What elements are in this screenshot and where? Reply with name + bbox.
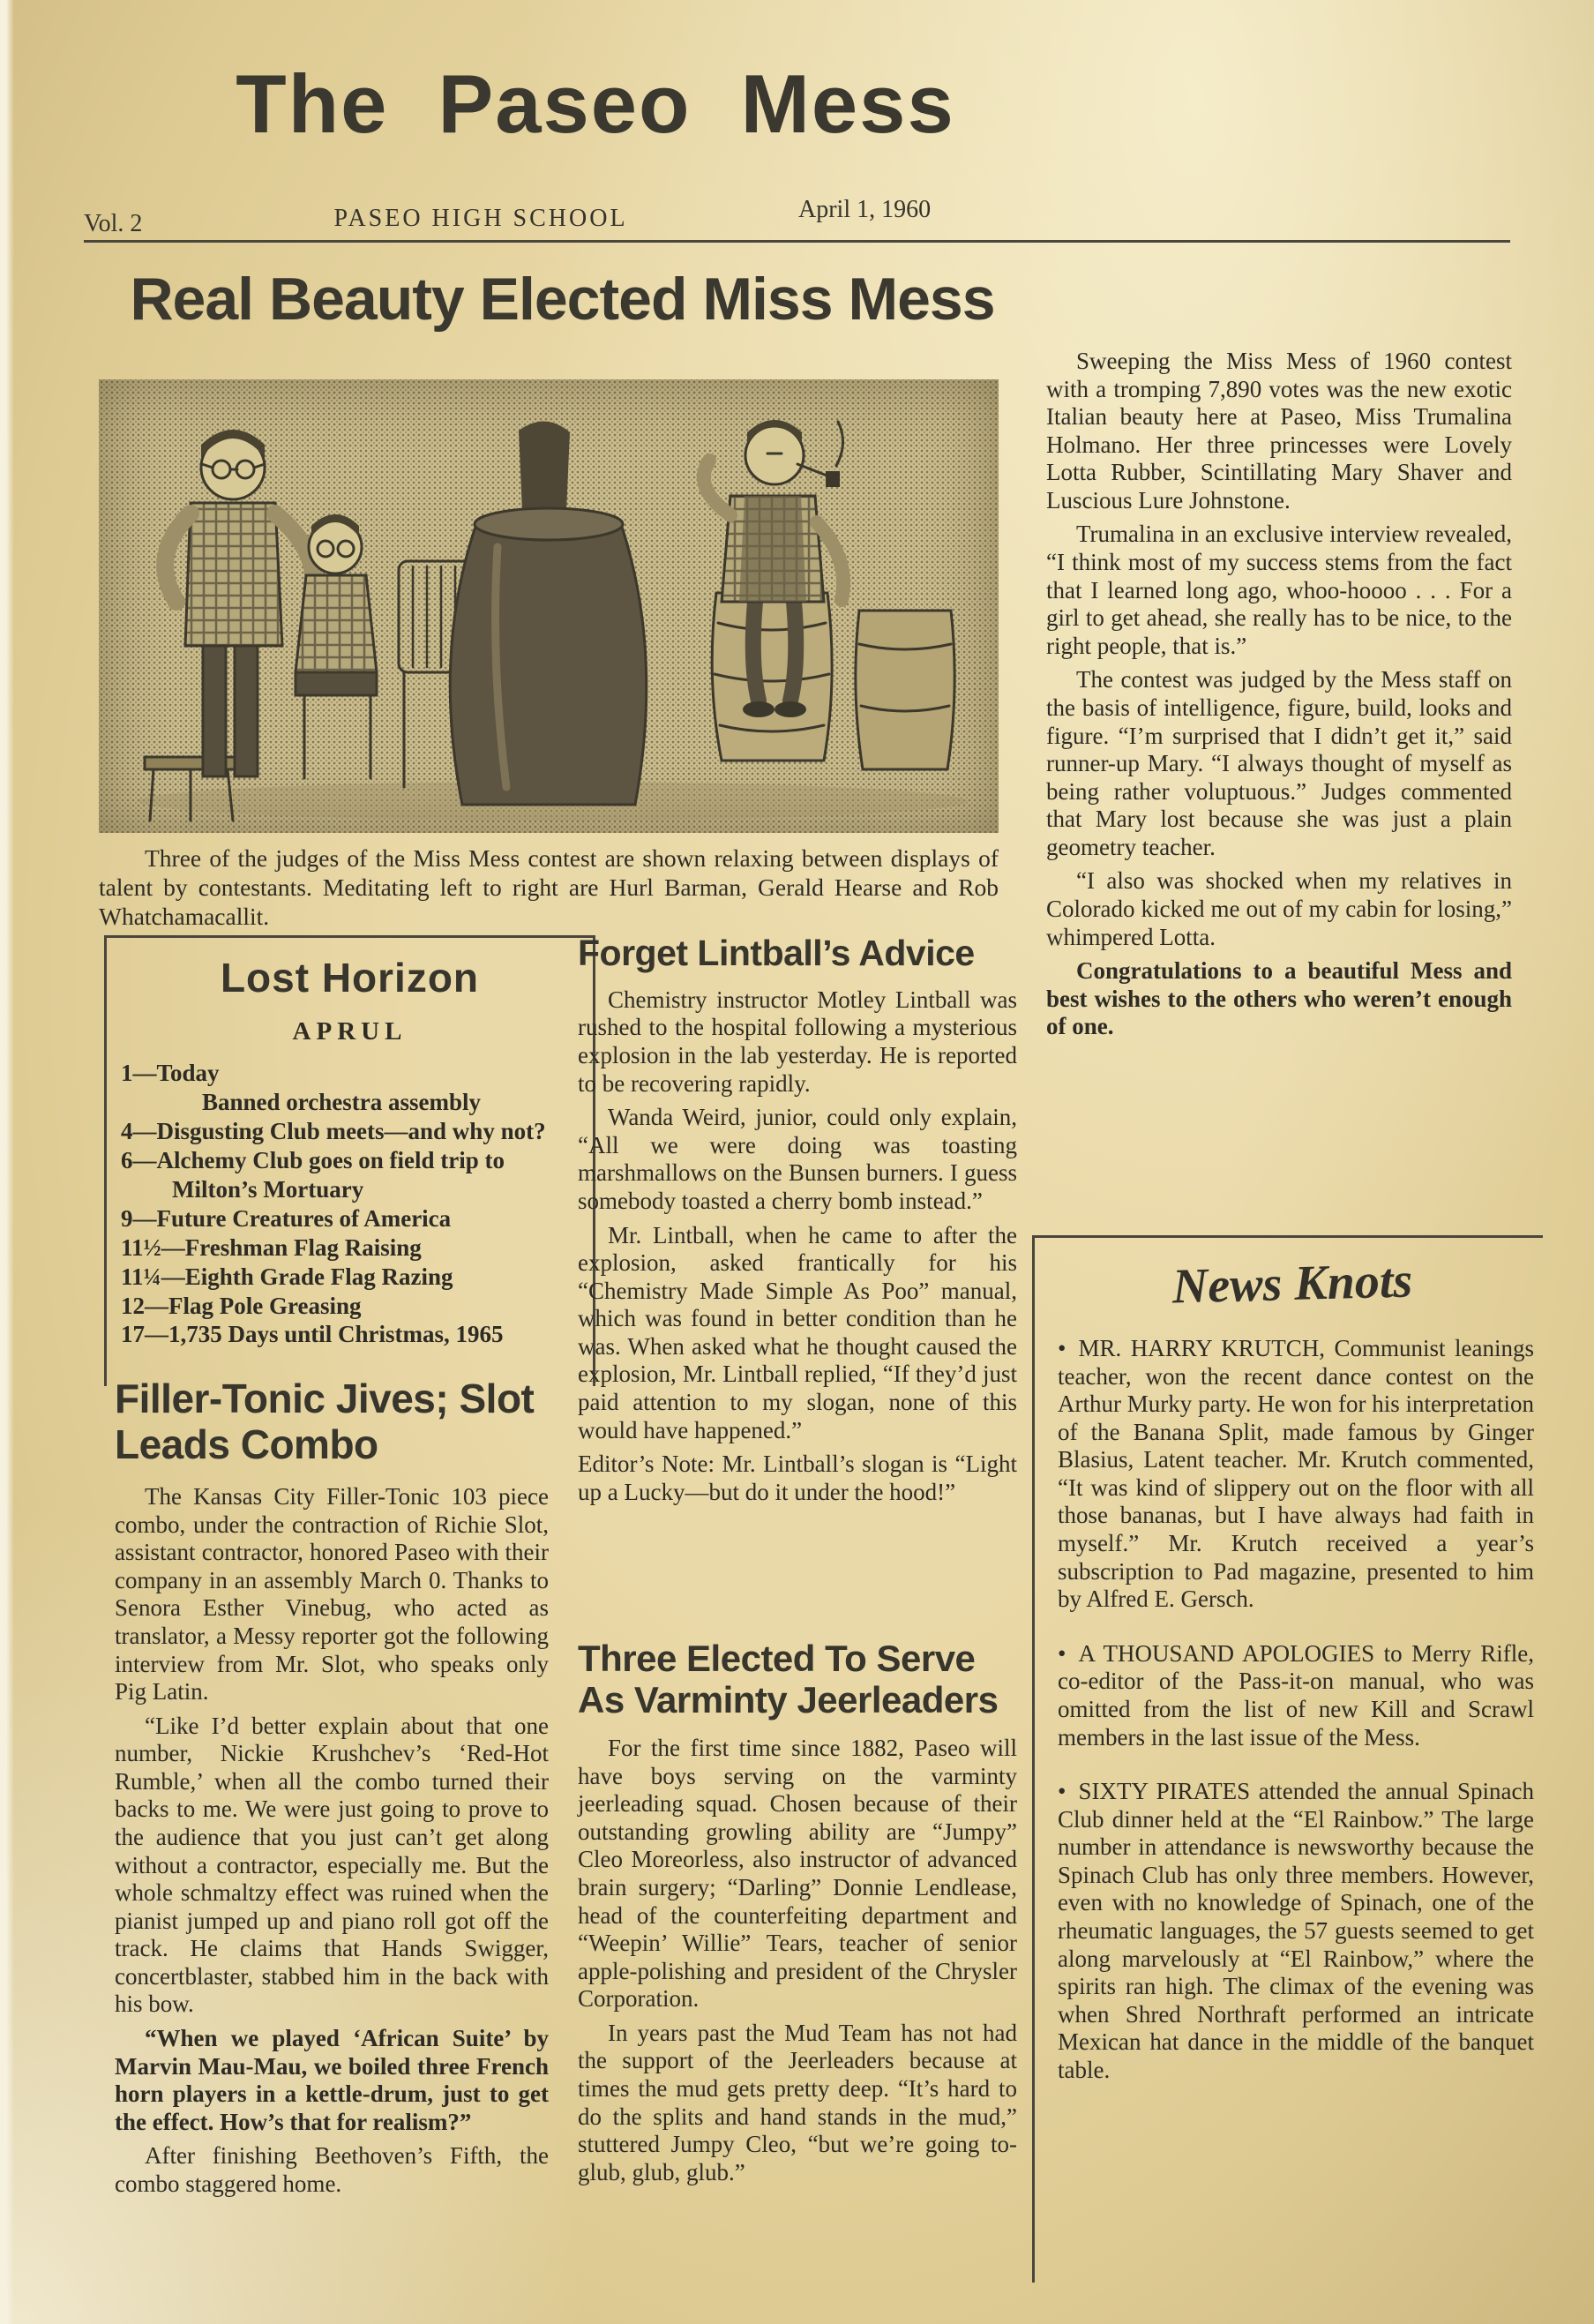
news-item <box>1051 1640 1534 1751</box>
calendar-item: 12—Flag Pole Greasing <box>121 1292 362 1319</box>
paragraph: In years past the Mud Team has not had the support of the Jeerleaders because at times the mud gets pretty deep. “It’s hard to do the splits and hand stands in the mud,” stuttered Jumpy Cleo, “but we’re going to-glub, glub, glub.” <box>578 2019 1017 2185</box>
calendar-list <box>121 1059 579 1349</box>
news-item-text: A THOUSAND APOLOGIES to Merry Rifle, co-editor of the Pass-it-on manual, who was omitted from the list of new Kill and Scrawl members in the last issue of the Mess. <box>1058 1639 1534 1750</box>
paragraph-list <box>115 1483 549 2198</box>
calendar-item: Banned orchestra assembly <box>202 1088 482 1115</box>
paragraph: Mr. Lintball, when he came to after the explosion, asked frantically for his “Chemistry Made Simple As Poo” manual, which was found in better condition than he was. When asked what he thought caused the explosion, Mr. Lintball replied, “If they’d just paid attention to my slogan, none of this would have happened.” <box>578 1221 1017 1443</box>
calendar-item: 9—Future Creatures of America <box>121 1204 452 1232</box>
calendar-item: 1—Today <box>121 1060 220 1086</box>
news-knots-title: News Knots <box>1171 1253 1413 1315</box>
news-item-text: SIXTY PIRATES attended the annual Spinach Club dinner held at the “El Rainbow.” The large number in attendance is newsworthy because the Spinach Club has only three members. However, even with no knowledge of Spinach, one of the rheumatic languages, the 57 guests seemed to get along marvelously at “El Rainbow,” where the spirits ran high. The climax of the evening was when Shred Northraft performed an intricate Mexican hat dance in the middle of the banquet table. <box>1058 1778 1534 2083</box>
paragraph: Trumalina in an exclusive interview revealed, “I think most of my success stems from the fact that I learned long ago, whoo-hoooo . . . For a girl to get ahead, she really has to be nice, to the right people, that is.” <box>1046 521 1512 659</box>
paragraph: The Kansas City Filler-Tonic 103 piece combo, under the contraction of Richie Slot, assistant contractor, honored Paseo with their company in an assembly March 0. Thanks to Senora Esther Vinebug, who acted as translator, a Messy reporter got the following interview from Mr. Slot, who speaks only Pig Latin. <box>115 1483 549 1706</box>
bullet-icon: • <box>1058 1335 1066 1361</box>
paragraph-list <box>578 986 1017 1506</box>
lintball-headline: Forget Lintball’s Advice <box>578 933 975 973</box>
paragraph: Editor’s Note: Mr. Lintball’s slogan is “Light up a Lucky—but do it under the hood!” <box>578 1451 1017 1505</box>
paragraph: “I also was shocked when my relatives in Colorado kicked me out of my cabin for losing,” whimpered Lotta. <box>1046 867 1512 950</box>
paragraph: Congratulations to a beautiful Mess and best wishes to the others who weren’t enough of one. <box>1046 957 1512 1040</box>
lost-horizon-box <box>104 935 595 1386</box>
masthead-rule <box>84 240 1510 243</box>
filler-tonic-headline: Filler-Tonic Jives; Slot Leads Combo <box>115 1376 535 1467</box>
calendar-item: 17—1,735 Days until Christmas, 1965 <box>121 1321 504 1348</box>
lost-horizon-title: Lost Horizon <box>220 955 480 1001</box>
news-item <box>1051 1778 1534 2084</box>
news-knots-box <box>1032 1235 1543 2283</box>
lead-photo <box>99 379 999 833</box>
news-item-text: MR. HARRY KRUTCH, Communist leanings teacher, won the recent dance contest on the Arthur Murky party. He won for his interpretation of the Banana Split, made famous by Ginger Blasius, Latent teacher. Mr. Krutch commented, “It was kind of slippery out on the floor with all those bananas, but I have always had faith in myself.” Mr. Krutch received a year’s subscription to Pad magazine, presented to him by Alfred E. Gersch. <box>1058 1335 1534 1613</box>
paragraph: Chemistry instructor Motley Lintball was rushed to the hospital following a mysterious explosion in the lab yesterday. He is reported to be recovering rapidly. <box>578 986 1017 1097</box>
calendar-item: 6—Alchemy Club goes on field trip to Milton’s Mortuary <box>121 1146 505 1203</box>
paragraph: Wanda Weird, junior, could only explain, “All we were doing was toasting marshmallows on the Bunsen burners. I guess somebody toasted a cherry bomb instead.” <box>578 1104 1017 1214</box>
judges-illustration <box>99 379 999 833</box>
paragraph: “Like I’d better explain about that one number, Nickie Krushchev’s ‘Red-Hot Rumble,’ when all the combo turned their backs to me. We were just going to prove to the audience that you just can’t get along without a contractor, especially me. But the whole schmaltzy effect was ruined when the pianist jumped up and piano roll got off the track. He claims that Hands Swigger, concertblaster, stabbed him in the back with his bow. <box>115 1712 549 2018</box>
masthead-infoline <box>84 196 1510 238</box>
calendar-item: 4—Disgusting Club meets—and why not? <box>121 1117 546 1144</box>
lintball-article <box>578 933 1017 1512</box>
jeerleaders-headline: Three Elected To Serve As Varminty Jeerleaders <box>578 1638 999 1721</box>
jeerleaders-article <box>578 1638 1017 2193</box>
bullet-icon: • <box>1058 1639 1066 1667</box>
paragraph-list <box>1046 348 1512 1041</box>
lost-horizon-month: APRUL <box>292 1017 408 1046</box>
photo-caption: Three of the judges of the Miss Mess contest are shown relaxing between displays of talent by contestants. Meditating left to right are Hurl Barman, Gerald Hearse and Rob Whatchamacallit. <box>99 844 999 930</box>
lead-headline: Real Beauty Elected Miss Mess <box>130 266 995 333</box>
paragraph: Sweeping the Miss Mess of 1960 contest with a tromping 7,890 votes was the new exotic Italian beauty here at Paseo, Miss Trumalina Holmano. Her three princesses were Lovely Lotta Rubber, Scintillating Mary Shaver and Luscious Lure Johnstone. <box>1046 348 1512 514</box>
school-name: PASEO HIGH SCHOOL <box>333 205 628 232</box>
calendar-item: 11½—Freshman Flag Raising <box>121 1233 422 1261</box>
news-knots-list <box>1051 1335 1534 2084</box>
volume-label: Vol. 2 <box>84 210 143 237</box>
issue-date: April 1, 1960 <box>798 196 932 223</box>
paragraph-list <box>578 1735 1017 2186</box>
filler-tonic-article <box>115 1376 549 2204</box>
paragraph: After finishing Beethoven’s Fifth, the combo staggered home. <box>115 2142 549 2197</box>
paragraph: “When we played ‘African Suite’ by Marvin Mau-Mau, we boiled three French horn players in a kettle-drum, just to get the effect. How’s that for realism?” <box>115 2025 549 2135</box>
news-item <box>1051 1335 1534 1614</box>
calendar-item: 11¼—Eighth Grade Flag Razing <box>121 1263 453 1290</box>
lead-article <box>1046 348 1512 1047</box>
bullet-icon: • <box>1058 1778 1066 1805</box>
paragraph: For the first time since 1882, Paseo will have boys serving on the varminty jeerleading squad. Chosen because of their outstanding growling ability are “Jumpy” Cleo Moreorless, also instructor of advanced brain surgery; “Darling” Donnie Lendlease, head of the counterfeiting department and “Weepin’ Willie” Tears, teacher of senior apple-polishing and president of the Chrysler Corporation. <box>578 1735 1017 2013</box>
paragraph: The contest was judged by the Mess staff on the basis of intelligence, figure, build, looks and figure. “I’m surprised that I didn’t get it,” said runner-up Mary. “I always thought of myself as being rather voluptuous.” Judges commented that Mary lost because she was just a plain geometry teacher. <box>1046 666 1512 860</box>
masthead-title: The Paseo Mess <box>236 57 955 150</box>
